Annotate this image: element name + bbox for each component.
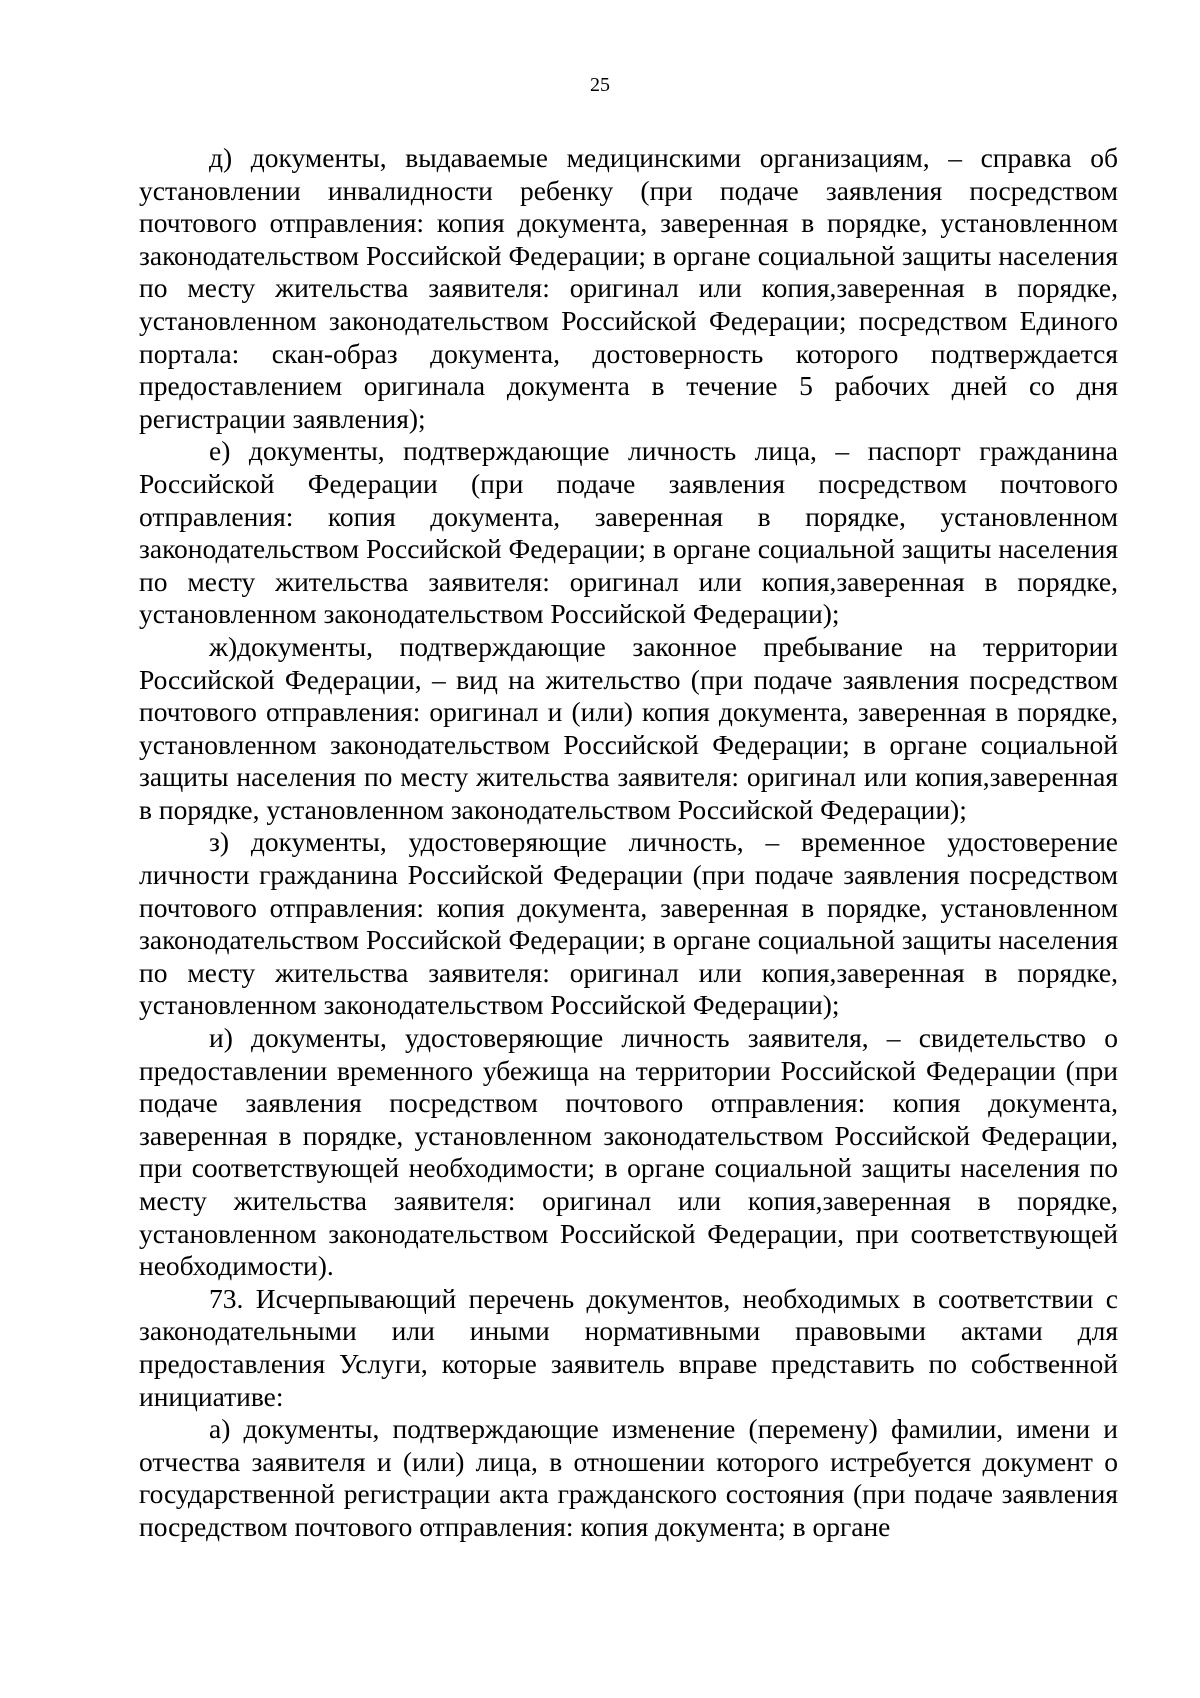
- paragraph-a: а) документы, подтверждающие изменение (перемену) фамилии, имени и отчества заявителя и (или) лица, в отношении которого истребуется документ о государственной регистрации акта гражданского состояния (при подаче заявления посредством почтового отправления: копия документа; в органе: [139, 1413, 1118, 1542]
- page-number: 25: [590, 74, 610, 96]
- paragraph-73: 73. Исчерпывающий перечень документов, необходимых в соответствии с законодательными или иными нормативными правовыми актами для предоставления Услуги, которые заявитель вправе представить по собственной инициативе:: [139, 1282, 1118, 1412]
- paragraph-zh: ж)документы, подтверждающие законное пребывание на территории Российской Федерации, – вид на жительство (при подаче заявления посредством почтового отправления: оригинал и (или) копия документа, заверенная в порядке, установленном законодательством Российской Федерации; в органе социальной защиты населения по месту жительства заявителя: оригинал или копия,заверенная в порядке, установленном законодательством Российской Федерации);: [139, 630, 1118, 825]
- paragraph-e: е) документы, подтверждающие личность лица, – паспорт гражданина Российской Федерации (при подаче заявления посредством почтового отправления: копия документа, заверенная в порядке, установленном законодательством Российской Федерации; в органе социальной защиты населения по месту жительства заявителя: оригинал или копия,заверенная в порядке, установленном законодательством Российской Федерации);: [139, 435, 1118, 630]
- paragraph-i: и) документы, удостоверяющие личность заявителя, – свидетельство о предоставлении временного убежища на территории Российской Федерации (при подаче заявления посредством почтового отправления: копия документа, заверенная в порядке, установленном законодательством Российской Федерации, при соответствующей необходимости; в органе социальной защиты населения по месту жительства заявителя: оригинал или копия,заверенная в порядке, установленном законодательством Российской Федерации, при соответствующей необходимости).: [139, 1022, 1118, 1282]
- paragraph-z: з) документы, удостоверяющие личность, – временное удостоверение личности гражданина Российской Федерации (при подаче заявления посредством почтового отправления: копия документа, заверенная в порядке, установленном законодательством Российской Федерации; в органе социальной защиты населения по месту жительства заявителя: оригинал или копия,заверенная в порядке, установленном законодательством Российской Федерации);: [139, 826, 1118, 1021]
- document-body: [139, 142, 1118, 1544]
- paragraph-d: д) документы, выдаваемые медицинскими организациям, – справка об установлении инвалидности ребенку (при подаче заявления посредством почтового отправления: копия документа, заверенная в порядке, установленном законодательством Российской Федерации; в органе социальной защиты населения по месту жительства заявителя: оригинал или копия,заверенная в порядке, установленном законодательством Российской Федерации; посредством Единого портала: скан-образ документа, достоверность которого подтверждается предоставлением оригинала документа в течение 5 рабочих дней со дня регистрации заявления);: [139, 142, 1118, 434]
